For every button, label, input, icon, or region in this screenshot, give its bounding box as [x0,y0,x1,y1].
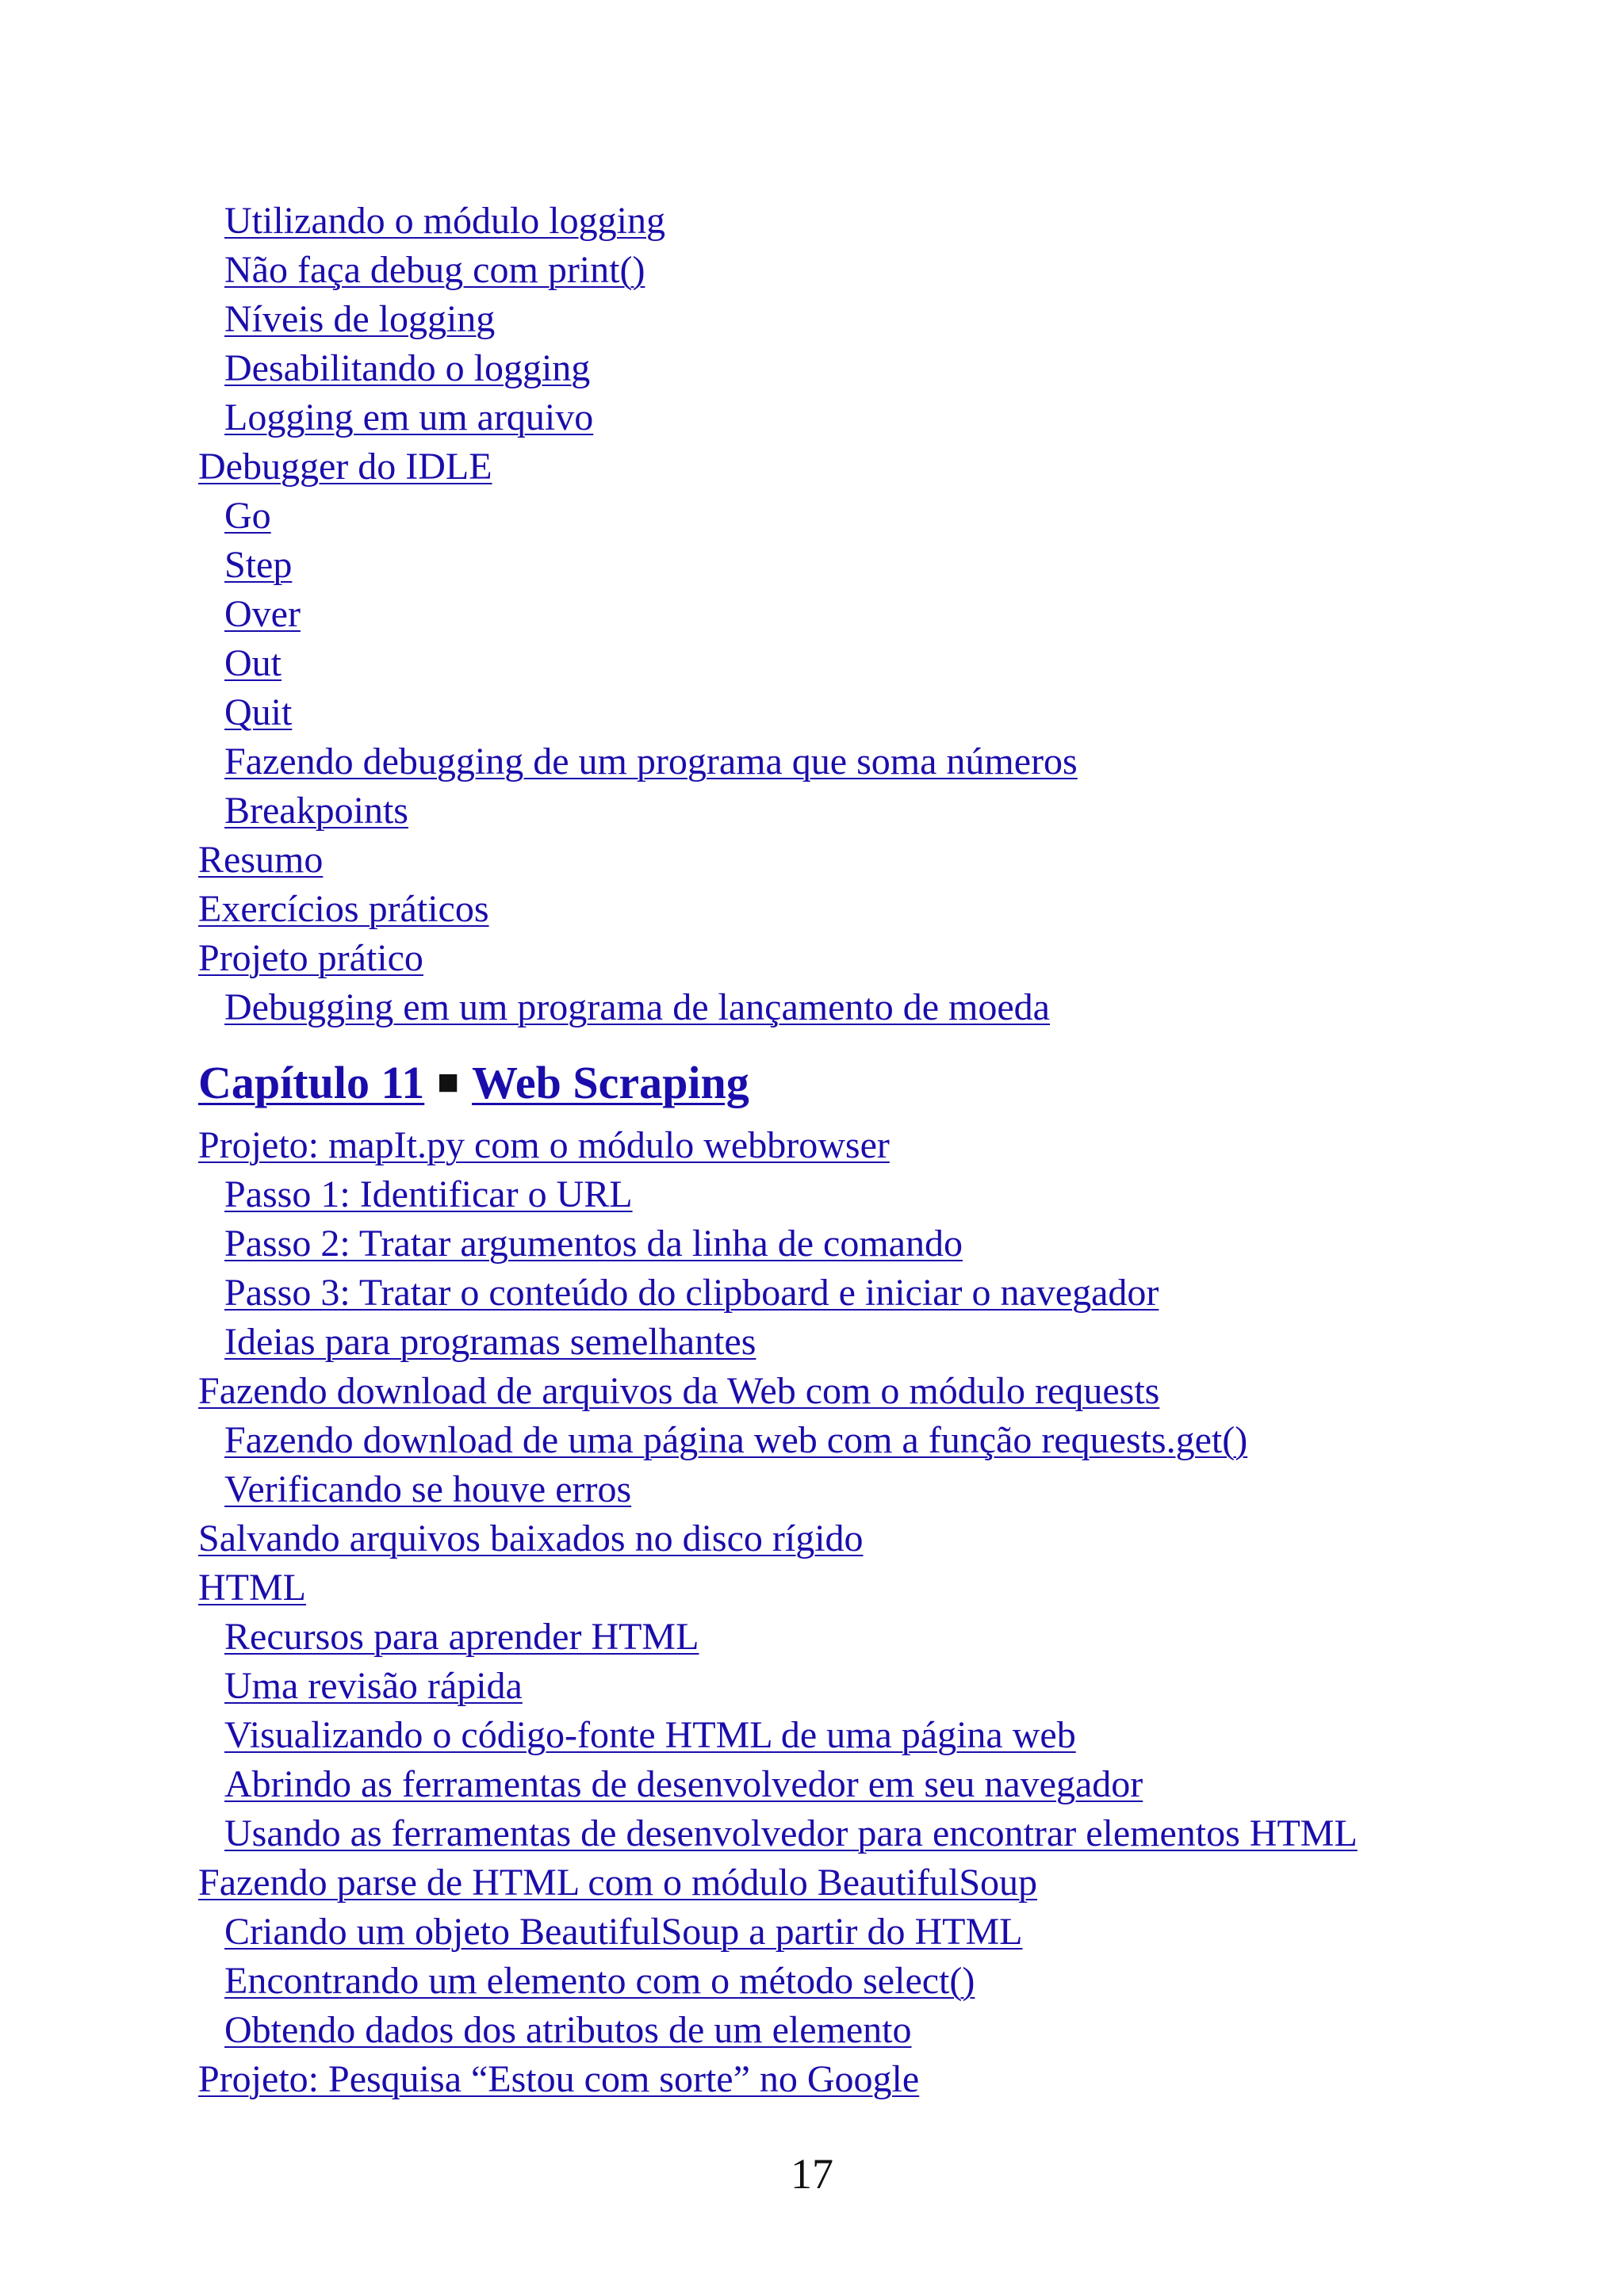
toc-list-bottom [198,1121,1546,2104]
toc-entry-link[interactable]: Encontrando um elemento com o método select() [224,1960,975,2002]
toc-entry-link[interactable]: Abrindo as ferramentas de desenvolvedor em seu navegador [224,1763,1143,1805]
page-number: 17 [791,2150,833,2198]
toc-entry [198,1957,1546,2006]
toc-entry [198,983,1546,1032]
toc-entry [198,885,1546,934]
toc-entry [198,590,1546,639]
toc-entry [198,1121,1546,1170]
toc-entry-link[interactable]: Visualizando o código-fonte HTML de uma página web [224,1714,1076,1756]
toc-entry [198,1613,1546,1662]
toc-entry [198,688,1546,737]
chapter-heading [198,1053,749,1116]
toc-entry-link[interactable]: Projeto: mapIt.py com o módulo webbrowser [198,1124,890,1166]
toc-entry-link[interactable]: Go [224,495,271,537]
toc-entry [198,786,1546,836]
toc-entry [198,246,1546,295]
toc-entry [198,836,1546,885]
toc-entry-link[interactable]: Step [224,544,293,586]
toc-entry [198,1711,1546,1760]
toc-entry [198,344,1546,393]
toc-entry [198,737,1546,786]
toc-entry-link[interactable]: Fazendo download de arquivos da Web com o módulo requests [198,1370,1160,1412]
toc-entry-link[interactable]: Níveis de logging [224,298,496,340]
toc-entry [198,393,1546,442]
toc-entry-link[interactable]: Fazendo debugging de um programa que soma números [224,740,1078,783]
toc-entry-link[interactable]: Fazendo parse de HTML com o módulo BeautifulSoup [198,1862,1038,1904]
toc-entry-link[interactable]: Salvando arquivos baixados no disco rígido [198,1517,864,1559]
toc-entry [198,2055,1546,2104]
toc-entry-link[interactable]: Uma revisão rápida [224,1665,523,1707]
toc-entry-link[interactable]: Projeto prático [198,937,423,979]
toc-entry-link[interactable]: Fazendo download de uma página web com a função requests.get() [224,1419,1248,1461]
toc-entry [198,1170,1546,1219]
toc-entry-link[interactable]: Over [224,593,301,635]
chapter-title-link[interactable]: Web Scraping [472,1057,749,1108]
toc-entry [198,1514,1546,1563]
toc-entry-link[interactable]: Resumo [198,839,324,881]
toc-entry-link[interactable]: Debugger do IDLE [198,446,492,488]
toc-entry-link[interactable]: Desabilitando o logging [224,347,591,389]
toc-entry-link[interactable]: Logging em um arquivo [224,396,594,438]
toc-entry [198,1367,1546,1416]
toc-entry-link[interactable]: Projeto: Pesquisa “Estou com sorte” no Google [198,2058,920,2100]
toc-entry [198,1416,1546,1465]
toc-entry-link[interactable]: Recursos para aprender HTML [224,1616,699,1658]
toc-entry [198,2006,1546,2055]
toc-entry-link[interactable]: Quit [224,691,293,733]
toc-entry [198,442,1546,492]
chapter-label-link[interactable]: Capítulo 11 [198,1057,425,1108]
toc-entry-link[interactable]: Obtendo dados dos atributos de um elemento [224,2009,912,2051]
toc-entry-link[interactable]: Ideias para programas semelhantes [224,1321,756,1363]
toc-entry [198,1465,1546,1514]
toc-entry-link[interactable]: Passo 2: Tratar argumentos da linha de comando [224,1223,963,1265]
toc-entry [198,492,1546,541]
toc-entry [198,934,1546,983]
toc-entry-link[interactable]: Passo 3: Tratar o conteúdo do clipboard e iniciar o navegador [224,1272,1159,1314]
toc-entry [198,1563,1546,1613]
toc-entry [198,1219,1546,1269]
toc-entry [198,1908,1546,1957]
toc-entry [198,197,1546,246]
chapter-separator-icon: ■ [437,1062,460,1102]
toc-entry [198,295,1546,344]
toc-entry-link[interactable]: Usando as ferramentas de desenvolvedor para encontrar elementos HTML [224,1812,1358,1854]
toc-entry-link[interactable]: Breakpoints [224,790,408,832]
toc-entry [198,1269,1546,1318]
toc-entry-link[interactable]: Não faça debug com print() [224,249,645,291]
toc-entry [198,639,1546,688]
toc-entry-link[interactable]: Debugging em um programa de lançamento de moeda [224,986,1050,1028]
toc-list-top [198,197,1546,1032]
toc-entry-link[interactable]: Verificando se houve erros [224,1468,632,1510]
toc-entry [198,1809,1546,1858]
toc-entry-link[interactable]: Utilizando o módulo logging [224,200,665,242]
toc-entry-link[interactable]: Passo 1: Identificar o URL [224,1173,633,1215]
toc-entry-link[interactable]: Exercícios práticos [198,888,489,930]
toc-entry [198,1858,1546,1908]
toc-entry [198,1662,1546,1711]
toc-entry-link[interactable]: HTML [198,1567,306,1609]
toc-entry-link[interactable]: Criando um objeto BeautifulSoup a partir do HTML [224,1911,1023,1953]
toc-entry [198,541,1546,590]
toc-entry [198,1760,1546,1809]
toc-entry [198,1318,1546,1367]
toc-entry-link[interactable]: Out [224,642,282,684]
